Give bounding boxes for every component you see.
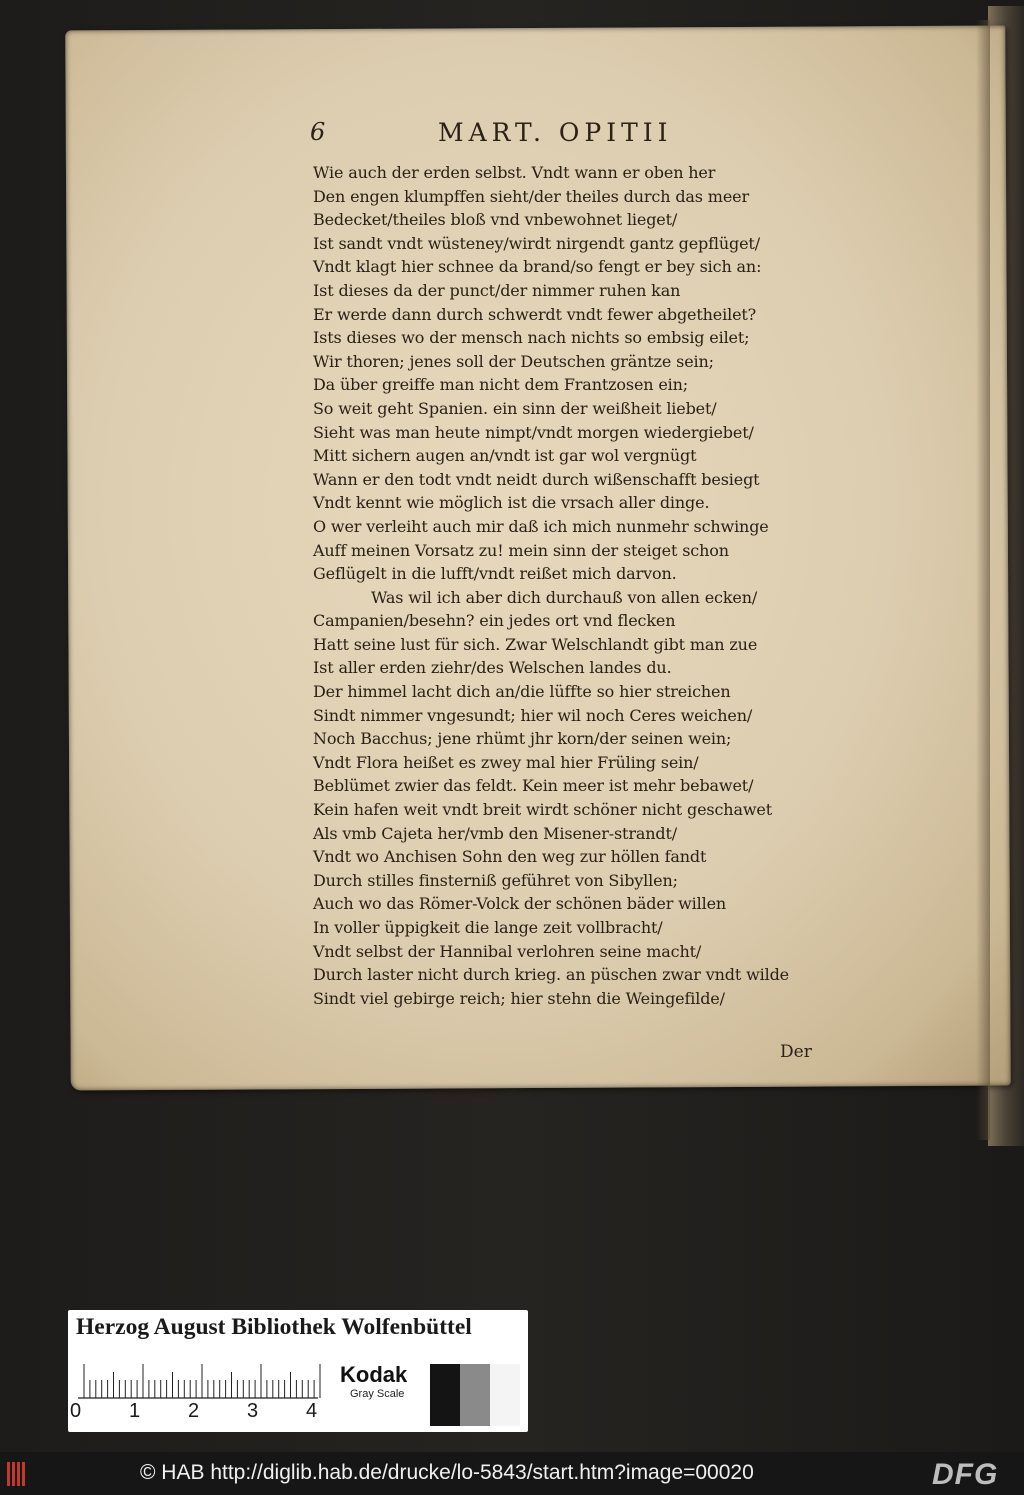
poem-line: Hatt seine lust für sich. Zwar Welschlandt gibt man zue (313, 634, 758, 654)
poem-line: O wer verleiht auch mir daß ich mich nunmehr schwinge (313, 516, 769, 536)
color-target-card (68, 1310, 528, 1432)
poem-line: Wir thoren; jenes soll der Deutschen gräntze sein; (313, 351, 714, 371)
library-name: Herzog August Bibliothek Wolfenbüttel (76, 1314, 472, 1340)
poem-line: Campanien/besehn? ein jedes ort vnd flecken (313, 611, 676, 631)
poem-line: Er werde dann durch schwerdt vndt fewer abgetheilet? (313, 304, 757, 324)
poem-line: Sindt viel gebirge reich; hier stehn die Weingefilde/ (313, 988, 725, 1008)
kodak-label (340, 1362, 430, 1410)
gray-patch (430, 1364, 460, 1426)
ruler-label: 4 (306, 1400, 318, 1422)
page-gutter-shadow (976, 20, 990, 1140)
poem-line: Ist sandt vndt wüsteney/wirdt nirgendt gantz gepflüget/ (313, 233, 760, 253)
hab-logo-icon (6, 1460, 26, 1488)
poem-line: Der himmel lacht dich an/die lüffte so hier streichen (313, 682, 731, 702)
poem-line: Wann er den todt vndt neidt durch wißenschafft besiegt (313, 469, 760, 489)
poem-line: Sindt nimmer vngesundt; hier wil noch Ceres weichen/ (313, 705, 753, 725)
poem-line: Sieht was man heute nimpt/vndt morgen wiedergiebet/ (313, 422, 754, 442)
poem-line: Durch stilles finsterniß geführet von Sibyllen; (313, 870, 678, 890)
footer-bar (0, 1452, 1024, 1495)
poem-line: Geflügelt in die lufft/vndt reißet mich darvon. (313, 564, 677, 584)
dfg-logo: DFG (932, 1458, 999, 1491)
poem-line: Mitt sichern augen an/vndt ist gar wol vergnügt (313, 446, 697, 466)
measurement-ruler (78, 1352, 328, 1404)
poem-line: Noch Bacchus; jene rhümt jhr korn/der seinen wein; (313, 729, 732, 749)
poem-line: Vndt klagt hier schnee da brand/so fengt er bey sich an: (313, 257, 762, 277)
poem-line: Ists dieses wo der mensch nach nichts so embsig eilet; (313, 328, 750, 348)
poem-line: Vndt wo Anchisen Sohn den weg zur höllen fandt (313, 847, 707, 867)
page-number: 6 (310, 118, 326, 146)
poem-line: Kein hafen weit vndt breit wirdt schöner nicht geschawet (313, 800, 772, 820)
poem-line: Bedecket/theiles bloß vnd vnbewohnet lieget/ (313, 210, 678, 230)
poem-line: Vndt kennt wie möglich ist die vrsach aller dinge. (313, 493, 710, 513)
ruler-label: 2 (188, 1400, 200, 1422)
ruler-label: 3 (247, 1400, 259, 1422)
ruler-labels (68, 1400, 328, 1424)
poem-line: Den engen klumpffen sieht/der theiles durch das meer (313, 186, 749, 206)
poem-line: In voller üppigkeit die lange zeit vollbracht/ (313, 918, 663, 937)
poem-line: Was wil ich aber dich durchauß von allen ecken/ (371, 587, 758, 607)
poem-line: Ist dieses da der punct/der nimmer ruhen kan (313, 280, 681, 300)
poem-text (313, 161, 833, 1010)
poem-line: Auch wo das Römer-Volck der schönen bäder willen (313, 894, 727, 914)
poem-line: Wie auch der erden selbst. Vndt wann er oben her (313, 163, 716, 182)
kodak-subtitle: Gray Scale (350, 1388, 405, 1400)
gray-patch (490, 1364, 520, 1426)
poem-line: Durch laster nicht durch krieg. an püschen zwar vndt wilde (313, 965, 789, 985)
poem-line: Ist aller erden ziehr/des Welschen landes du. (313, 658, 672, 678)
ruler-label: 1 (129, 1400, 141, 1422)
catchword: Der (780, 1042, 812, 1062)
running-head: MART. OPITII (438, 118, 673, 147)
poem-line: Da über greiffe man nicht dem Frantzosen ein; (313, 375, 689, 395)
poem-line: Als vmb Cajeta her/vmb den Misener-strandt/ (313, 823, 677, 843)
poem-line: So weit geht Spanien. ein sinn der weißheit liebet/ (313, 398, 717, 418)
gray-patch (460, 1364, 490, 1426)
source-credit-link[interactable]: © HAB http://diglib.hab.de/drucke/lo-5843/start.htm?image=00020 (140, 1461, 754, 1484)
poem-line: Vndt Flora heißet es zwey mal hier Früling sein/ (313, 752, 699, 772)
page-header (310, 118, 730, 152)
poem-line: Vndt selbst der Hannibal verlohren seine macht/ (313, 941, 702, 961)
gray-scale-patches (430, 1364, 520, 1426)
kodak-brand: Kodak (340, 1362, 408, 1387)
poem-line: Auff meinen Vorsatz zu! mein sinn der steiget schon (313, 540, 729, 560)
ruler-label: 0 (70, 1400, 82, 1422)
poem-line: Beblümet zwier das feldt. Kein meer ist mehr bebawet/ (313, 776, 754, 796)
